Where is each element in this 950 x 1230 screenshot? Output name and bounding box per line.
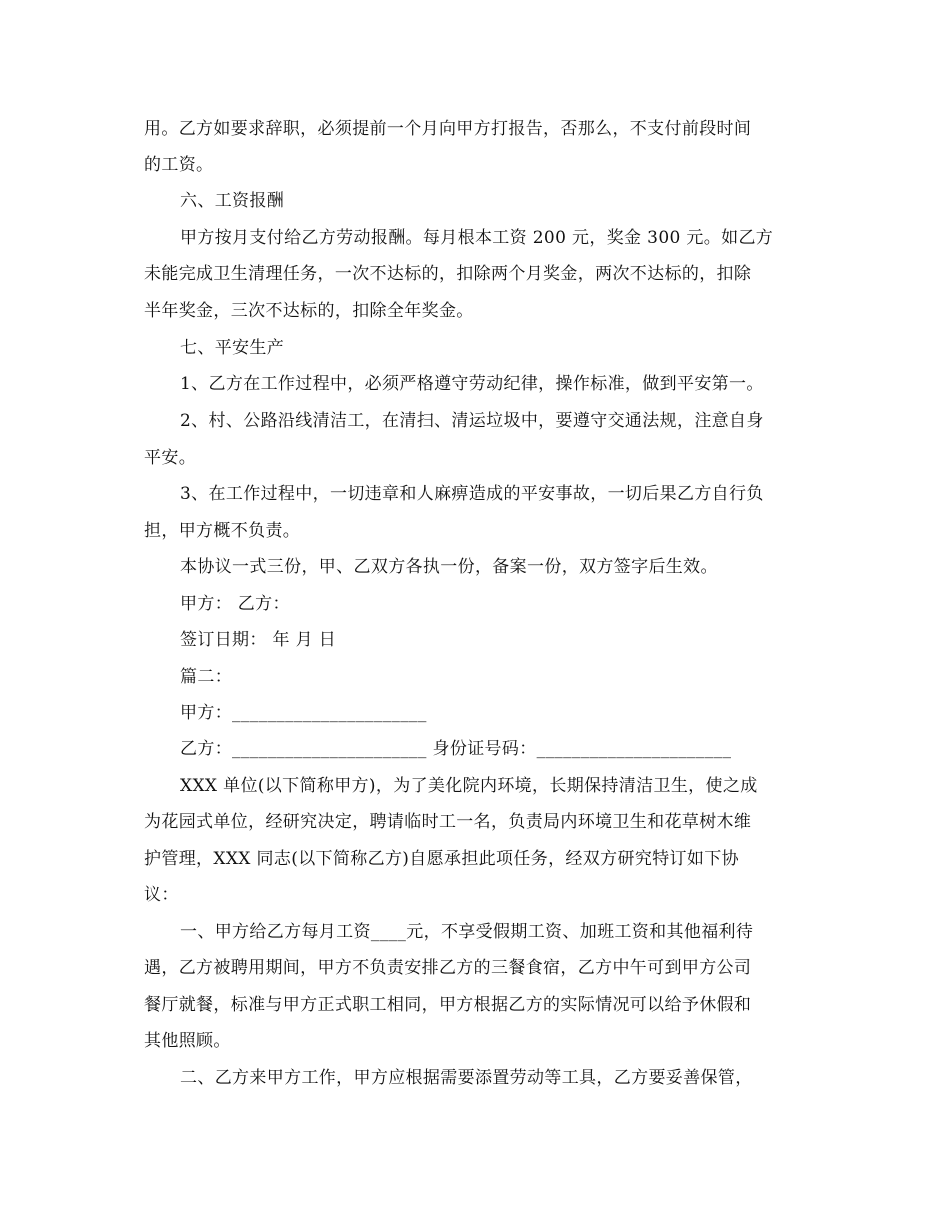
signature-line: 甲方： 乙方：: [180, 594, 290, 614]
text-line: 3、在工作过程中，一切违章和人麻痹造成的平安事故，一切后果乙方自行负: [180, 484, 764, 504]
text-line: 为花园式单位，经研究决定，聘请临时工一名，负责局内环境卫生和花草树木维: [144, 812, 752, 832]
text-line: 半年奖金，三次不达标的，扣除全年奖金。: [144, 301, 474, 321]
text-line: 担，甲方概不负责。: [144, 521, 301, 541]
text-line: 其他照顾。: [144, 1031, 231, 1051]
signing-date-line: 签订日期： 年 月 日: [180, 630, 337, 650]
text-line: 一、甲方给乙方每月工资____元，不享受假期工资、加班工资和其他福利待: [180, 922, 754, 942]
text-line: 甲方按月支付给乙方劳动报酬。每月根本工资 200 元，奖金 300 元。如乙方: [180, 228, 774, 248]
text-line: 平安。: [144, 448, 197, 468]
text-line: 未能完成卫生清理任务，一次不达标的，扣除两个月奖金，两次不达标的，扣除: [144, 264, 752, 284]
section-heading-salary: 六、工资报酬: [180, 191, 285, 211]
party-b-field: 乙方：______________________ 身份证号码：______________________: [180, 739, 732, 759]
party-a-field: 甲方：______________________: [180, 703, 427, 723]
text-line: 本协议一式三份，甲、乙双方各执一份，备案一份，双方签字后生效。: [180, 557, 718, 577]
text-line: 护管理，XXX 同志(以下简称乙方)自愿承担此项任务，经双方研究特订如下协: [144, 849, 739, 869]
text-line: 议：: [144, 885, 179, 905]
text-line: 1、乙方在工作过程中，必须严格遵守劳动纪律，操作标准，做到平安第一。: [180, 374, 764, 394]
text-line: 遇，乙方被聘用期间，甲方不负责安排乙方的三餐食宿，乙方中午可到甲方公司: [144, 958, 752, 978]
text-line: XXX 单位(以下简称甲方)，为了美化院内环境，长期保持清洁卫生，使之成: [180, 776, 758, 796]
text-line: 二、乙方来甲方工作，甲方应根据需要添置劳动等工具，乙方要妥善保管，: [180, 1068, 753, 1088]
text-line: 的工资。: [144, 155, 214, 175]
text-line: 餐厅就餐，标准与甲方正式职工相同，甲方根据乙方的实际情况可以给予休假和: [144, 995, 752, 1015]
text-line: 2、村、公路沿线清洁工，在清扫、清运垃圾中，要遵守交通法规，注意自身: [180, 411, 764, 431]
text-line: 用。乙方如要求辞职，必须提前一个月向甲方打报告，否那么，不支付前段时间: [144, 119, 752, 139]
part-two-heading: 篇二：: [180, 667, 233, 687]
section-heading-safety: 七、平安生产: [180, 338, 285, 358]
